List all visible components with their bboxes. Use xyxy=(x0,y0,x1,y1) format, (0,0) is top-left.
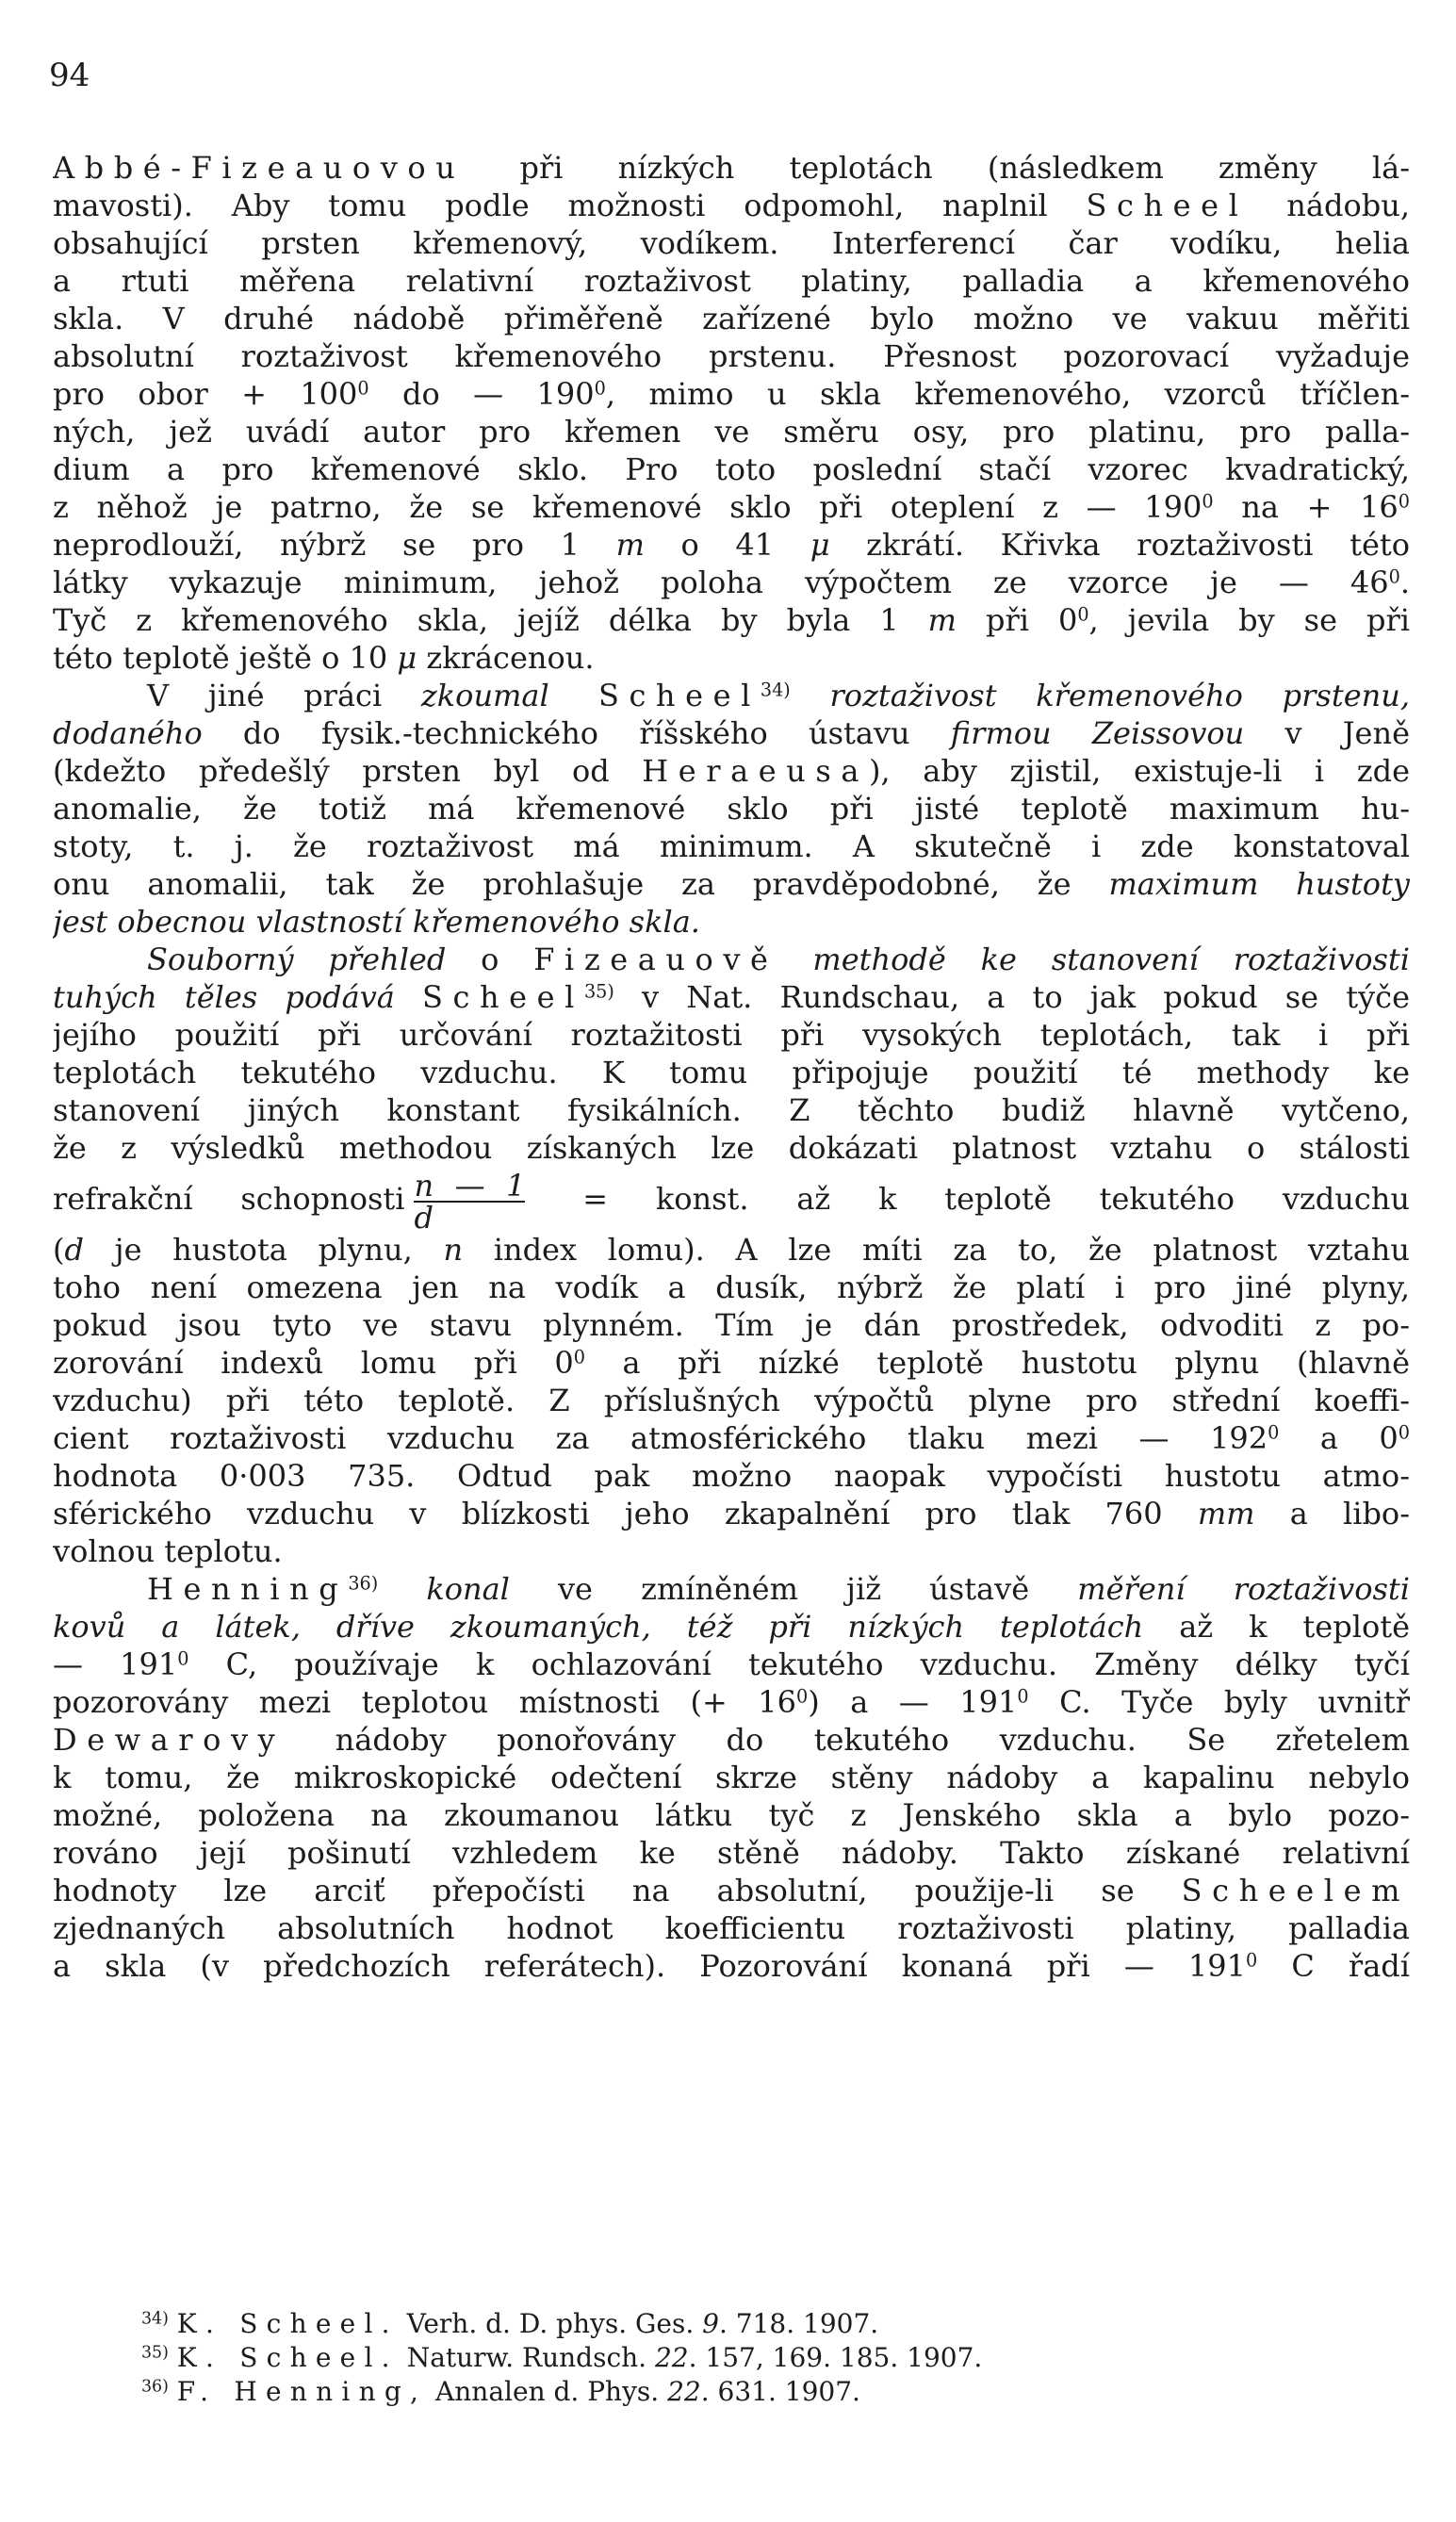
text-line: Henning$^{36)}$ konal ve zmíněném již ústavě měření roztaživosti xyxy=(147,1571,1410,1607)
text-line: ných, jež uvádí autor pro křemen ve směru osy, pro platinu, pro palla- xyxy=(53,414,1410,450)
text-line: neprodlouží, nýbrž se pro 1 m o 41 μ zkrátí. Křivka roztaživosti této xyxy=(53,527,1410,563)
text-line: této teplotě ještě o 10 μ zkrácenou. xyxy=(53,640,595,676)
text-line: cient roztaživosti vzduchu za atmosférického tlaku mezi — $192^0$ a $0^0$ xyxy=(53,1420,1410,1456)
text-line: pro obor + $100^0$ do — $190^0$, mimo u skla křemenového, vzorců tříčlen- xyxy=(53,376,1410,412)
refraction-fraction: $\frac{n — 1}{d}$ xyxy=(414,1167,526,1231)
footnotes xyxy=(141,2307,1366,2409)
text-line: vzduchu) při této teplotě. Z příslušných výpočtů plyne pro střední koeffi- xyxy=(53,1383,1410,1418)
text-line: absolutní roztaživost křemenového prstenu. Přesnost pozorovací vyžaduje xyxy=(53,338,1410,374)
text-line: teplotách tekutého vzduchu. K tomu připojuje použití té methody ke xyxy=(53,1055,1410,1090)
text-line: hodnoty lze arciť přepočísti na absolutní, použije-li se Scheelem xyxy=(53,1873,1410,1908)
text-line: stoty, t. j. že roztaživost má minimum. A skutečně i zde konstatoval xyxy=(53,828,1410,864)
text-line: obsahující prsten křemenový, vodíkem. Interferencí čar vodíku, helia xyxy=(53,225,1410,261)
page-number: 94 xyxy=(49,57,90,94)
text-line: a rtuti měřena relativní roztaživost platiny, palladia a křemenového xyxy=(53,263,1410,299)
text-line: Tyč z křemenového skla, jejíž délka by byla 1 m při $0^0$, jevila by se při xyxy=(53,602,1410,638)
text-line: látky vykazuje minimum, jehož poloha výpočtem ze vzorce je — $46^0$. xyxy=(53,565,1410,600)
text-line: — $191^0$ C, používaje k ochlazování tekutého vzduchu. Změny délky tyčí xyxy=(53,1646,1410,1682)
text-line: stanovení jiných konstant fysikálních. Z těchto budiž hlavně vytčeno, xyxy=(53,1092,1410,1128)
text-line: pozorovány mezi teplotou místnosti (+ $16^0$) a — $191^0$ C. Tyče byly uvnitř xyxy=(53,1684,1410,1720)
footnote: $^{36)}$ F. Henning, Annalen d. Phys. 22. 631. 1907. xyxy=(141,2376,860,2407)
body-text xyxy=(53,149,1410,1985)
text-line: skla. V druhé nádobě přiměřeně zařízené bylo možno ve vakuu měřiti xyxy=(53,301,1410,336)
text-line: tuhých těles podává Scheel$^{35)}$ v Nat. Rundschau, a to jak pokud se týče xyxy=(53,979,1410,1015)
text-line: k tomu, že mikroskopické odečtení skrze stěny nádoby a kapalinu nebylo xyxy=(53,1760,1410,1795)
text-line: toho není omezena jen na vodík a dusík, nýbrž že platí i pro jiné plyny, xyxy=(53,1269,1410,1305)
text-line: anomalie, že totiž má křemenové sklo při jisté teplotě maximum hu- xyxy=(53,791,1410,827)
footnote: $^{35)}$ K. Scheel. Naturw. Rundsch. 22. 157, 169. 185. 1907. xyxy=(141,2342,983,2373)
text-line: možné, položena na zkoumanou látku tyč z Jenského skla a bylo pozo- xyxy=(53,1797,1410,1833)
text-line: zorování indexů lomu při $0^0$ a při nízké teplotě hustotu plynu (hlavně xyxy=(53,1345,1410,1381)
text-line: Souborný přehled o Fizeauově methodě ke stanovení roztaživosti xyxy=(147,942,1410,977)
formula-line: refrakční schopnosti $\frac{n — 1}{d}$ = konst. až k teplotě tekutého vzduchu xyxy=(53,1167,1410,1231)
text-line: hodnota 0·003 735. Odtud pak možno naopak vypočísti hustotu atmo- xyxy=(53,1458,1410,1494)
text-line: a skla (v předchozích referátech). Pozorování konaná při — $191^0$ C řadí xyxy=(53,1948,1410,1984)
text-line: pokud jsou tyto ve stavu plynném. Tím je dán prostředek, odvoditi z po- xyxy=(53,1307,1410,1343)
text-line: Abbé-Fizeauovou při nízkých teplotách (následkem změny lá- xyxy=(53,150,1410,186)
text-line: z něhož je patrno, že se křemenové sklo při oteplení z — $190^0$ na + $16^0$ xyxy=(53,489,1410,525)
text-line: jejího použití při určování roztažitosti při vysokých teplotách, tak i při xyxy=(53,1017,1410,1053)
text-line: onu anomalii, tak že prohlašuje za pravděpodobné, že maximum hustoty xyxy=(53,866,1410,902)
text-line: dodaného do fysik.-technického říšského ústavu firmou Zeissovou v Jeně xyxy=(53,715,1410,751)
text-line: zjednaných absolutních hodnot koefficientu roztaživosti platiny, palladia xyxy=(53,1910,1410,1946)
text-line: rováno její pošinutí vzhledem ke stěně nádoby. Takto získané relativní xyxy=(53,1835,1410,1871)
text-line: sférického vzduchu v blízkosti jeho zkapalnění pro tlak 760 mm a libo- xyxy=(53,1496,1410,1531)
text-line: V jiné práci zkoumal Scheel$^{34)}$ roztaživost křemenového prstenu, xyxy=(147,678,1410,713)
text-line: Dewarovy nádoby ponořovány do tekutého vzduchu. Se zřetelem xyxy=(53,1722,1410,1758)
text-line: dium a pro křemenové sklo. Pro toto poslední stačí vzorec kvadratický, xyxy=(53,451,1410,487)
footnote: $^{34)}$ K. Scheel. Verh. d. D. phys. Ges. 9. 718. 1907. xyxy=(141,2308,879,2339)
text-line: že z výsledků methodou získaných lze dokázati platnost vztahu o stálosti xyxy=(53,1130,1410,1166)
text-line: (kdežto předešlý prsten byl od Heraeusa), aby zjistil, existuje-li i zde xyxy=(53,753,1410,789)
text-line: jest obecnou vlastností křemenového skla. xyxy=(53,904,700,940)
text-line: kovů a látek, dříve zkoumaných, též při nízkých teplotách až k teplotě xyxy=(53,1609,1410,1645)
text-line: mavosti). Aby tomu podle možnosti odpomohl, naplnil Scheel nádobu, xyxy=(53,188,1410,223)
text-line: volnou teplotu. xyxy=(53,1533,283,1569)
text-line: (d je hustota plynu, n index lomu). A lze míti za to, že platnost vztahu xyxy=(53,1232,1410,1268)
